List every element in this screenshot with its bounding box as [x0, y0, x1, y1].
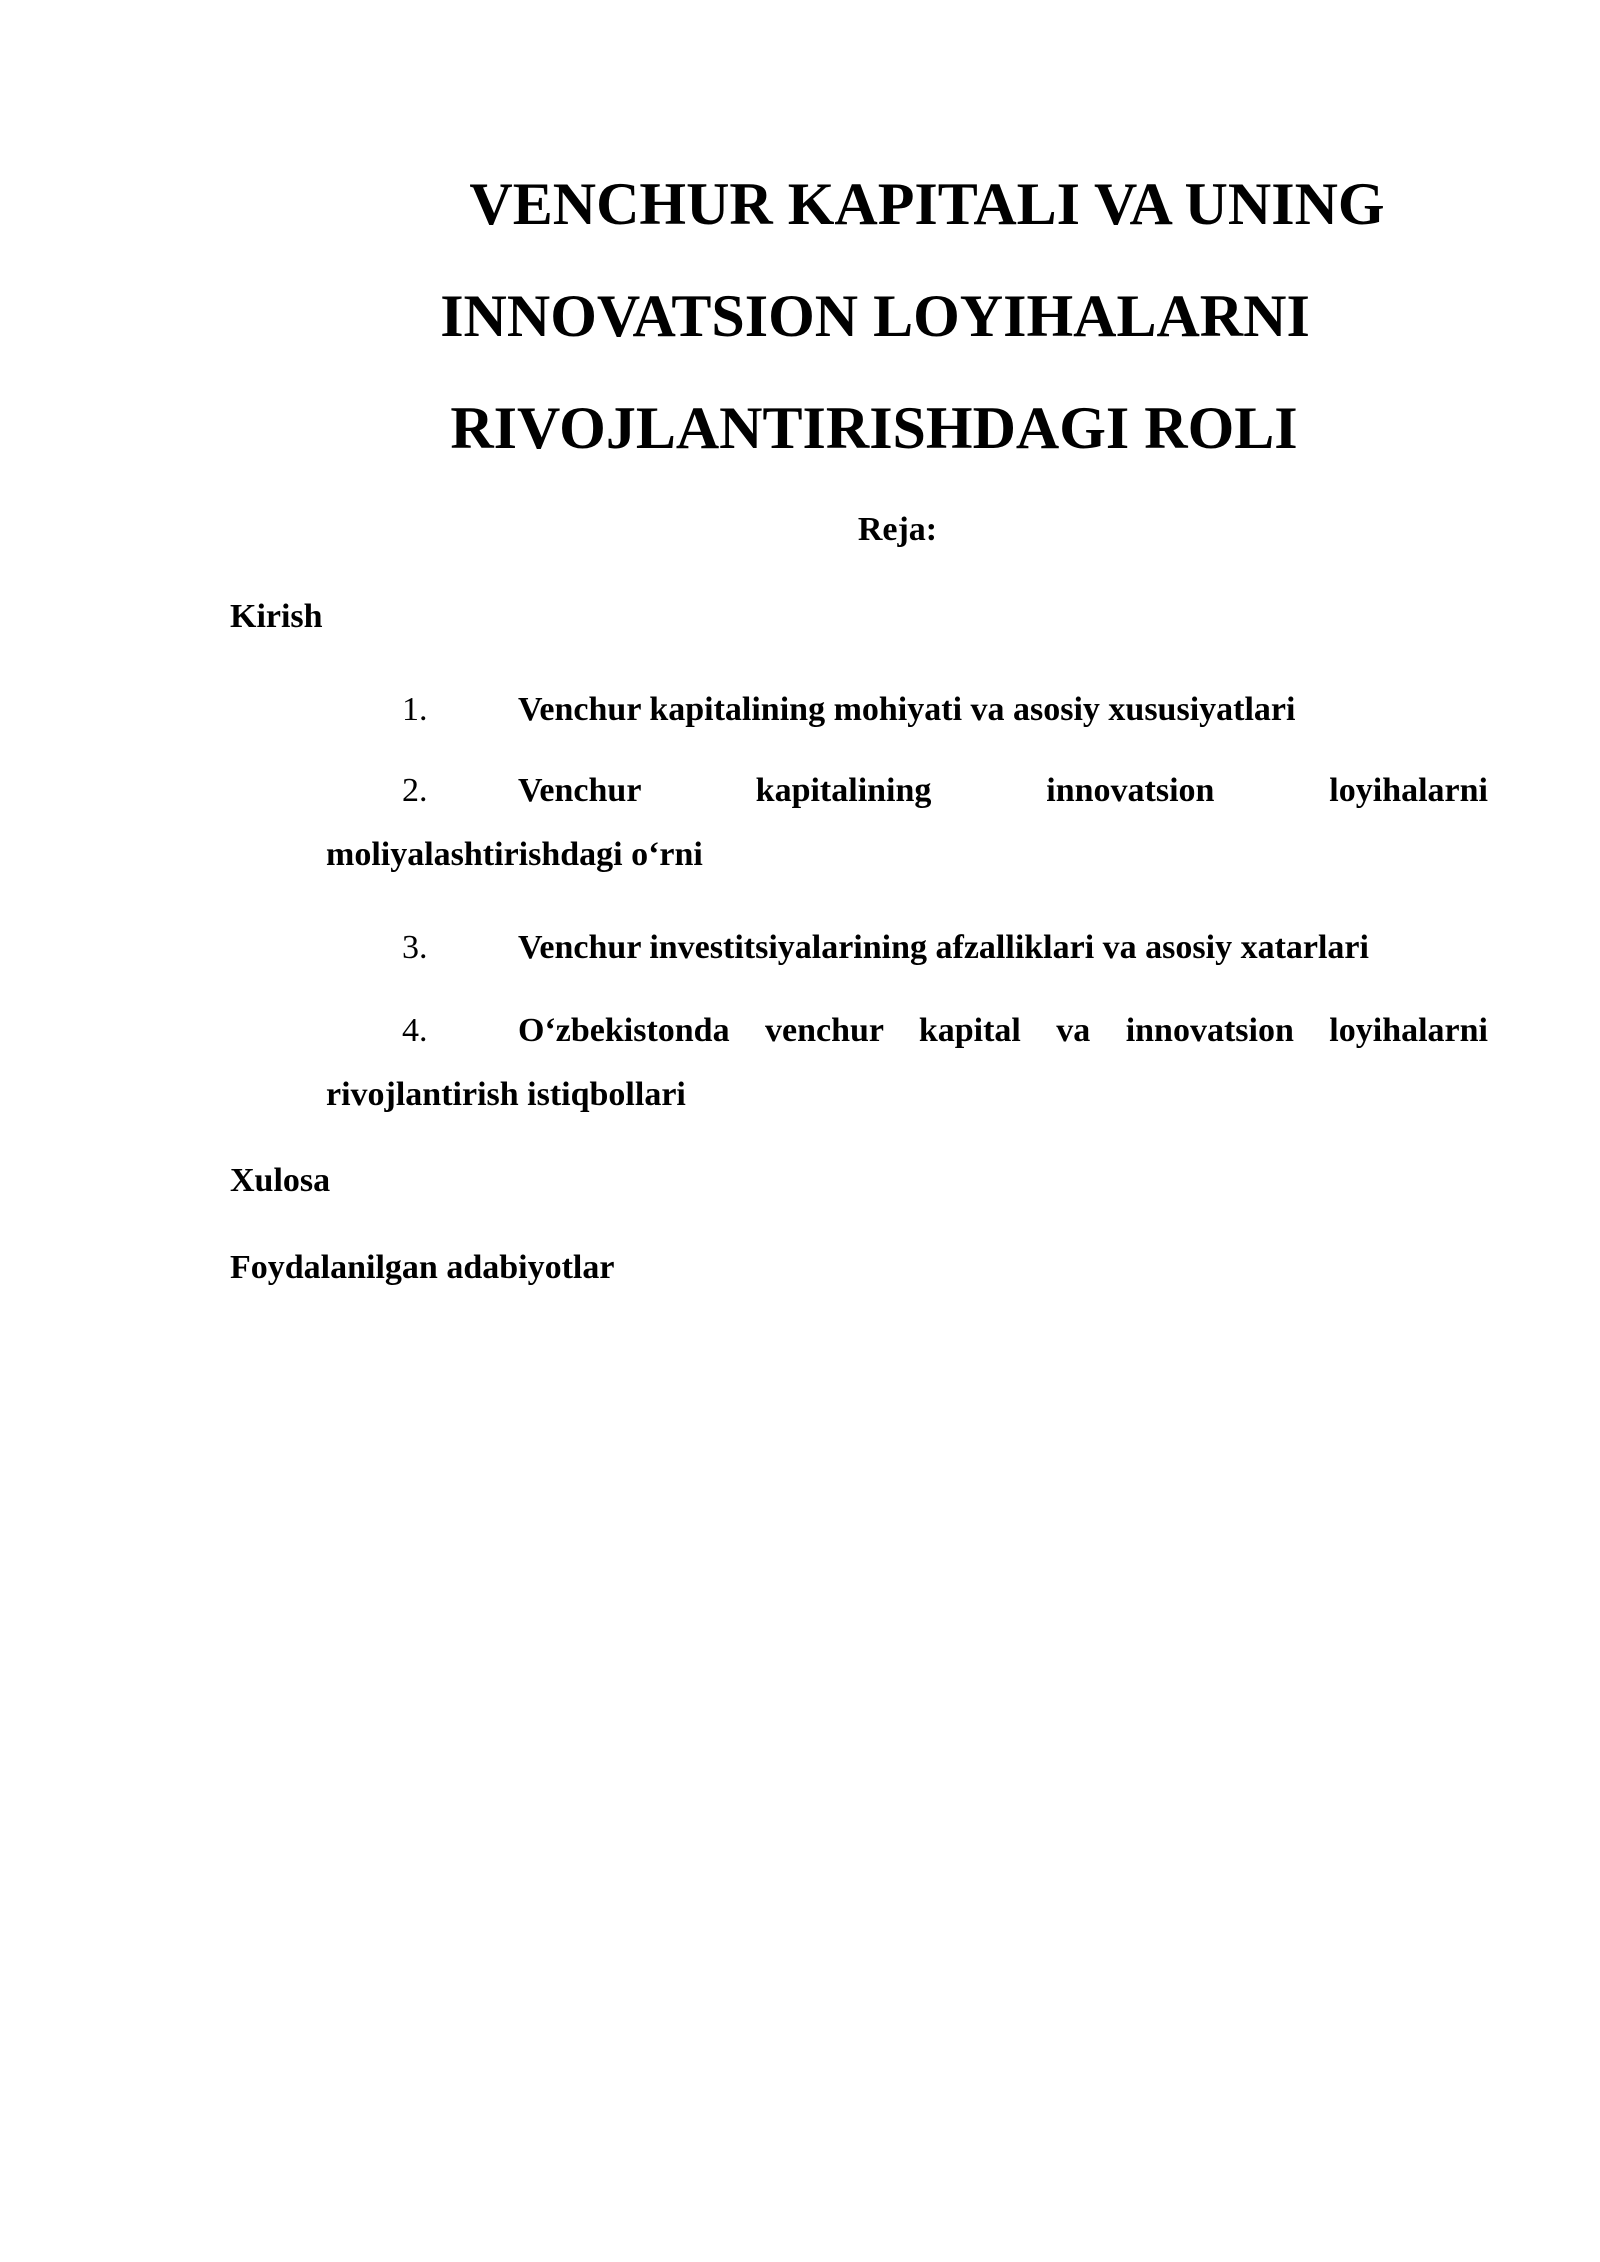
title-line-3: RIVOJLANTIRISHDAGI ROLI [450, 395, 1298, 461]
plan-item-text: Venchur investitsiyalarining afzalliklari va asosiy xatarlari [518, 929, 1369, 966]
plan-item-text: Venchur kapitalining mohiyati va asosiy xususiyatlari [518, 691, 1296, 728]
plan-item-4 [328, 1008, 1488, 1118]
plan-item-text-continued: rivojlantirish istiqbollari [326, 1076, 686, 1113]
document-title [230, 148, 1570, 484]
section-conclusion: Xulosa [230, 1162, 331, 1199]
plan-item-text-continued: moliyalashtirishdagi o‘rni [326, 836, 703, 873]
section-references: Foydalanilgan adabiyotlar [230, 1249, 615, 1286]
title-line-1: VENCHUR KAPITALI VA UNING [469, 171, 1385, 237]
plan-heading: Reja: [857, 511, 938, 548]
title-line-2: INNOVATSION LOYIHALARNI [440, 283, 1310, 349]
section-intro: Kirish [230, 598, 323, 635]
plan-item-3 [328, 916, 1488, 980]
plan-item-number: 2. [402, 772, 428, 809]
plan-item-number: 1. [402, 691, 428, 728]
plan-item-text: Venchur kapitalining innovatsion loyihalarni [518, 772, 1488, 809]
plan-item-1 [328, 678, 1488, 742]
plan-item-2 [328, 768, 1488, 878]
plan-item-number: 3. [402, 929, 428, 966]
plan-item-number: 4. [402, 1012, 428, 1049]
plan-item-text: O‘zbekistonda venchur kapital va innovatsion loyihalarni [518, 1012, 1488, 1049]
